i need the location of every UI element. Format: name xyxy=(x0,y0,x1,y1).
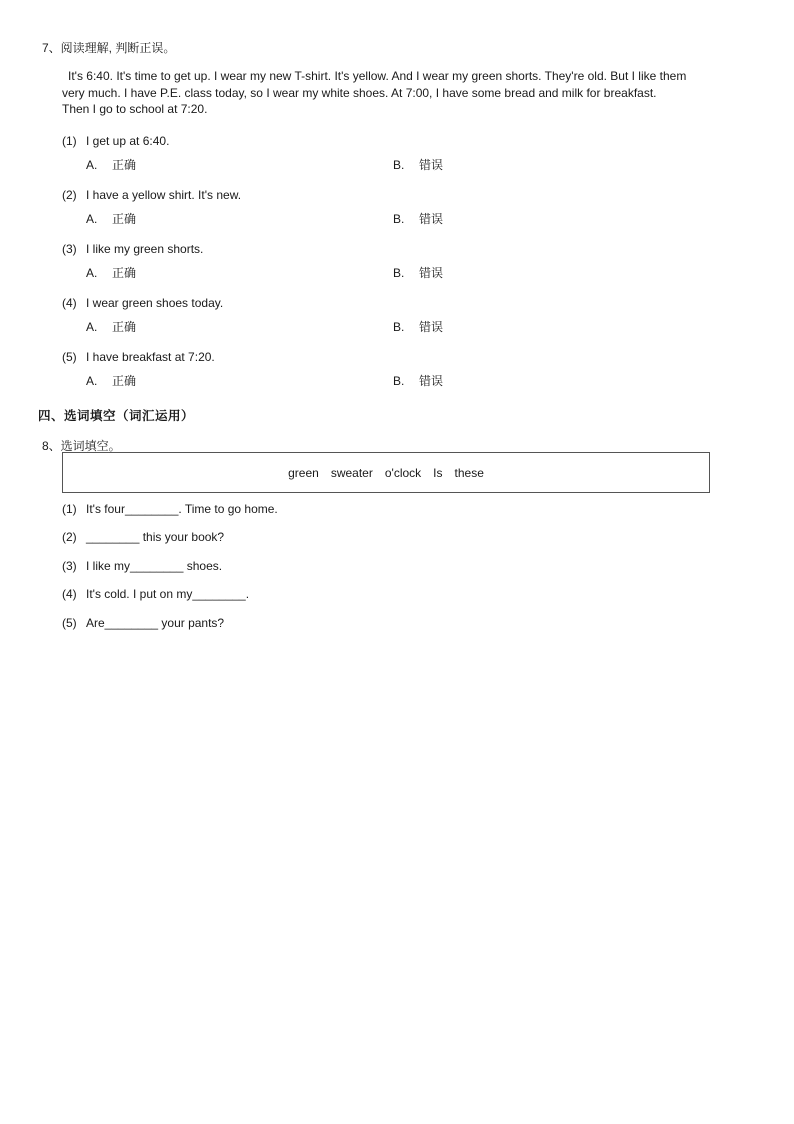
passage-line: very much. I have P.E. class today, so I wear my white shoes. At 7:00, I have some bread and milk for breakfast. xyxy=(62,85,657,100)
option-letter: A. xyxy=(86,374,98,388)
q8-item-3[interactable] xyxy=(62,559,222,573)
q7-item-1 xyxy=(62,134,169,148)
q8-item-5[interactable] xyxy=(62,616,224,630)
option-letter: B. xyxy=(393,266,405,280)
option-a-true[interactable] xyxy=(86,156,136,173)
option-label: 正确 xyxy=(112,212,137,226)
option-letter: A. xyxy=(86,158,98,172)
option-label: 错误 xyxy=(419,266,444,280)
option-letter: B. xyxy=(393,158,405,172)
option-label: 错误 xyxy=(419,374,444,388)
fill-blank-sentence: I like my________ shoes. xyxy=(86,559,223,573)
option-a-true[interactable] xyxy=(86,372,136,389)
option-label: 错误 xyxy=(419,158,444,172)
fill-blank-sentence: ________ this your book? xyxy=(86,530,225,544)
option-label: 错误 xyxy=(419,320,444,334)
option-label: 正确 xyxy=(112,320,137,334)
option-letter: B. xyxy=(393,212,405,226)
q7-item-2 xyxy=(62,188,241,202)
item-number: (4) xyxy=(62,587,77,601)
word-bank xyxy=(62,452,710,493)
word-bank-item: green xyxy=(288,465,319,480)
item-number: (3) xyxy=(62,559,77,573)
item-number: (2) xyxy=(62,530,77,544)
option-letter: A. xyxy=(86,320,98,334)
option-a-true[interactable] xyxy=(86,264,136,281)
q7-item-3 xyxy=(62,242,203,256)
option-label: 错误 xyxy=(419,212,444,226)
option-b-false[interactable] xyxy=(393,210,443,227)
item-number: (1) xyxy=(62,134,77,148)
q8-item-4[interactable] xyxy=(62,587,249,601)
section-heading: 四、选词填空（词汇运用） xyxy=(38,409,195,423)
question-7-title: 7、阅读理解, 判断正误。 xyxy=(42,41,176,55)
option-letter: A. xyxy=(86,212,98,226)
passage-line: It's 6:40. It's time to get up. I wear my new T-shirt. It's yellow. And I wear my green shorts. They're old. But I like them xyxy=(68,69,687,83)
item-statement: I wear green shoes today. xyxy=(86,296,224,310)
option-b-false[interactable] xyxy=(393,156,443,173)
option-letter: B. xyxy=(393,320,405,334)
option-b-false[interactable] xyxy=(393,318,443,335)
q7-item-5 xyxy=(62,350,215,364)
option-letter: A. xyxy=(86,266,98,280)
word-bank-item: sweater xyxy=(330,465,373,480)
passage-line: Then I go to school at 7:20. xyxy=(62,102,208,116)
question-8-title: 8、选词填空。 xyxy=(42,439,121,453)
item-number: (1) xyxy=(62,502,77,516)
item-statement: I get up at 6:40. xyxy=(86,134,170,148)
item-statement: I like my green shorts. xyxy=(86,242,204,256)
item-statement: I have breakfast at 7:20. xyxy=(86,350,215,364)
fill-blank-sentence: Are________ your pants? xyxy=(86,616,225,630)
item-number: (3) xyxy=(62,242,77,256)
q8-item-1[interactable] xyxy=(62,502,278,516)
item-statement: I have a yellow shirt. It's new. xyxy=(86,188,242,202)
option-letter: B. xyxy=(393,374,405,388)
item-number: (5) xyxy=(62,616,77,630)
q8-item-2[interactable] xyxy=(62,530,224,544)
option-a-true[interactable] xyxy=(86,210,136,227)
q7-item-4 xyxy=(62,296,223,310)
word-bank-item: Is xyxy=(433,465,443,480)
item-number: (5) xyxy=(62,350,77,364)
option-label: 正确 xyxy=(112,266,137,280)
fill-blank-sentence: It's cold. I put on my________. xyxy=(86,587,250,601)
option-a-true[interactable] xyxy=(86,318,136,335)
item-number: (4) xyxy=(62,296,77,310)
reading-passage xyxy=(62,68,722,118)
option-b-false[interactable] xyxy=(393,264,443,281)
word-bank-item: o'clock xyxy=(384,465,422,480)
fill-blank-sentence: It's four________. Time to go home. xyxy=(86,502,278,516)
word-bank-item: these xyxy=(454,465,484,480)
option-label: 正确 xyxy=(112,158,137,172)
option-label: 正确 xyxy=(112,374,137,388)
item-number: (2) xyxy=(62,188,77,202)
option-b-false[interactable] xyxy=(393,372,443,389)
